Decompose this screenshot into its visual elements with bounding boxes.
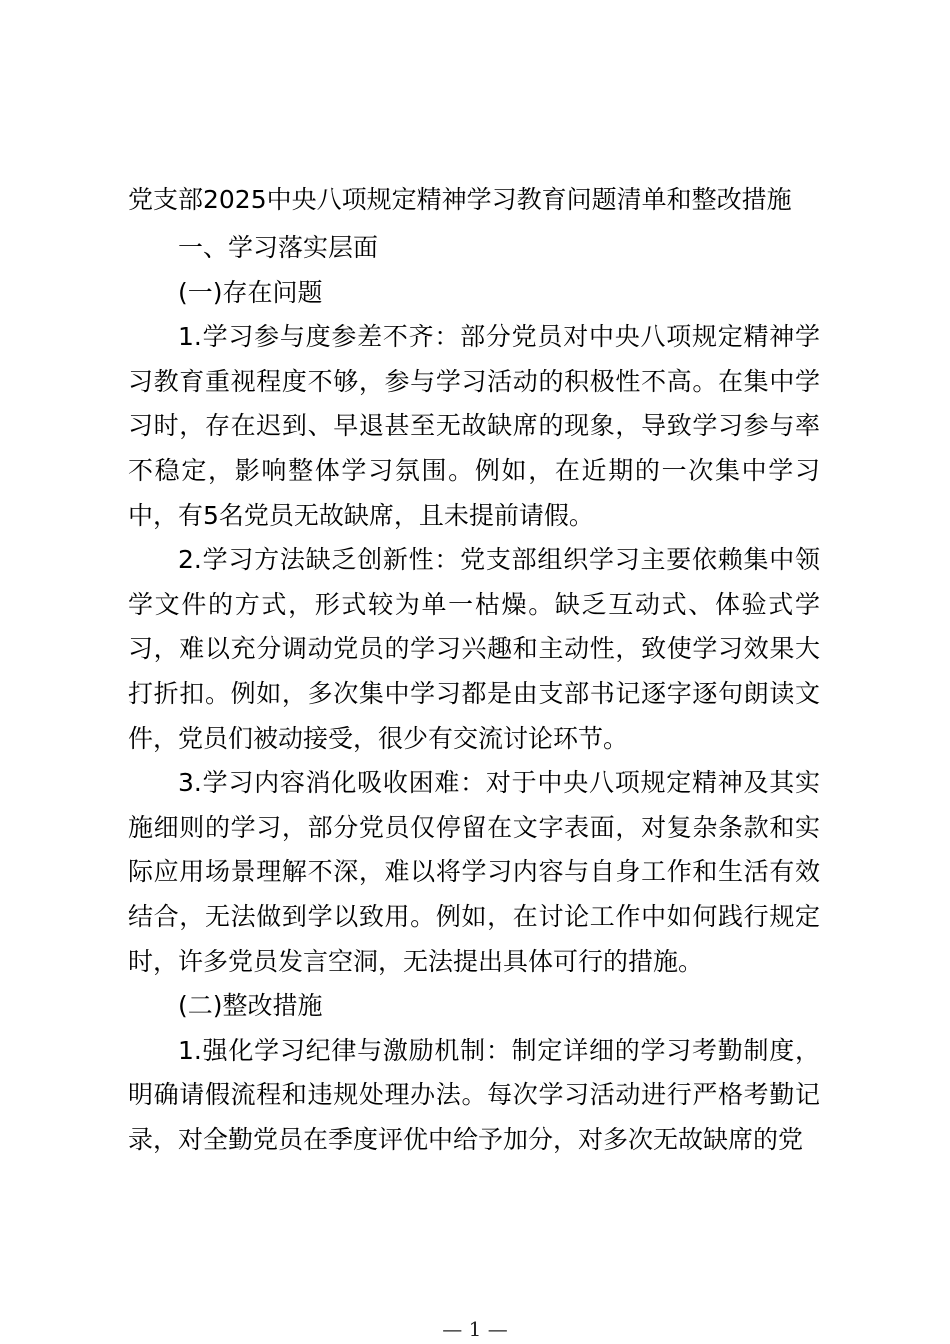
subsection-heading: (一)存在问题: [178, 277, 323, 307]
body-paragraph: 1.强化学习纪律与激励机制：制定详细的学习考勤制度，明确请假流程和违规处理办法。每次学习活动进行严格考勤记录，对全勤党员在季度评优中给予加分，对多次无故缺席的党: [128, 1035, 820, 1154]
page-number: — 1 —: [442, 1317, 508, 1341]
body-paragraph: 2.学习方法缺乏创新性：党支部组织学习主要依赖集中领学文件的方式，形式较为单一枯燥。缺乏互动式、体验式学习，难以充分调动党员的学习兴趣和主动性，致使学习效果大打折扣。例如，多次集中学习都是由支部书记逐字逐句朗读文件，党员们被动接受，很少有交流讨论环节。: [128, 545, 820, 753]
body-paragraph: 3.学习内容消化吸收困难：对于中央八项规定精神及其实施细则的学习，部分党员仅停留在文字表面，对复杂条款和实际应用场景理解不深，难以将学习内容与自身工作和生活有效结合，无法做到学以致用。例如，在讨论工作中如何践行规定时，许多党员发言空洞，无法提出具体可行的措施。: [128, 768, 820, 976]
section-heading: 一、学习落实层面: [178, 233, 379, 262]
body-paragraph: 1.学习参与度参差不齐：部分党员对中央八项规定精神学习教育重视程度不够，参与学习活动的积极性不高。在集中学习时，存在迟到、早退甚至无故缺席的现象，导致学习参与率不稳定，影响整体学习氛围。例如，在近期的一次集中学习中，有5名党员无故缺席，且未提前请假。: [128, 322, 820, 530]
document-title: 党支部2025中央八项规定精神学习教育问题清单和整改措施: [128, 185, 792, 214]
subsection-heading: (二)整改措施: [178, 991, 323, 1021]
document-body: [128, 226, 820, 1162]
